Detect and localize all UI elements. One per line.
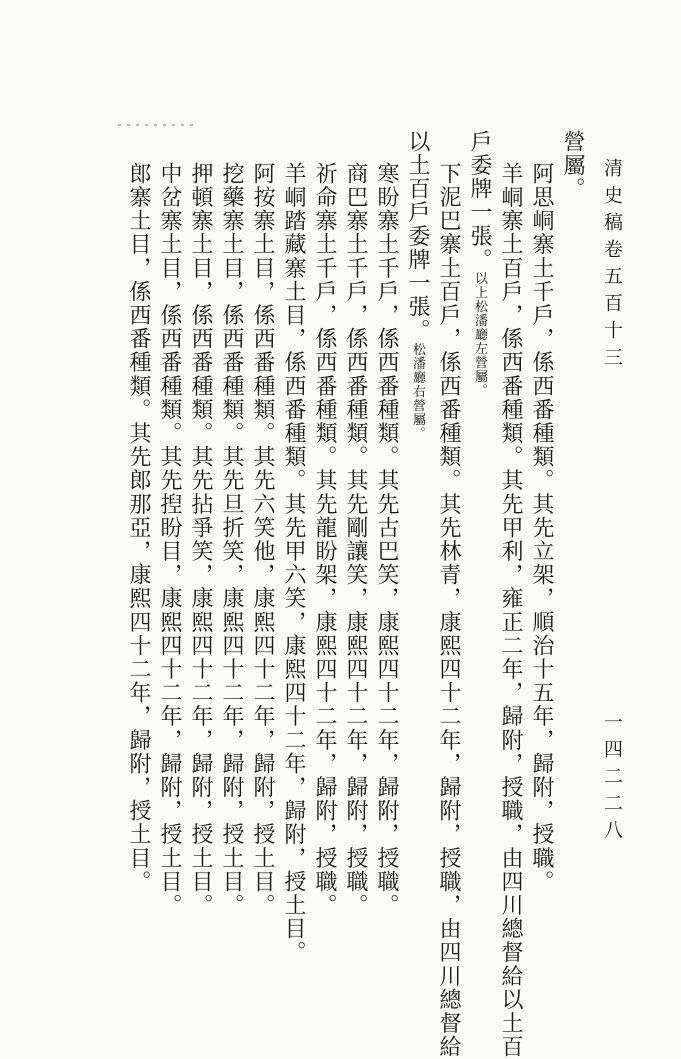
text-column-13: 押頓寨土目，係西番種類。其先拈爭笑，康熙四十二年，歸附，授土目。 xyxy=(188,162,213,918)
text-column-11: 阿按寨土目，係西番種類。其先六笑他，康熙四十二年，歸附，授土目。 xyxy=(250,162,275,918)
text-column-3: 羊峒寨土百戶，係西番種類。其先甲利，雍正二年，歸附，授職，由四川總督給以土百 xyxy=(498,162,523,1059)
running-header-title: 清史稿卷五百十三 xyxy=(601,158,623,374)
column-4-note: 以上松潘廳左營屬。 xyxy=(472,271,487,398)
column-6-main: 以土百戶委牌一張。 xyxy=(405,130,430,343)
text-column-15: 郎寨土目，係西番種類。其先郎那亞，康熙四十二年，歸附，授土目。 xyxy=(126,162,151,894)
text-column-10: 羊峒踏藏寨土目，係西番種類。其先甲六笑，康熙四十二年，歸附，授土目。 xyxy=(281,162,306,965)
column-4-main: 戶委牌一張。 xyxy=(467,130,492,272)
page-number: 一四二二八 xyxy=(601,712,623,847)
text-column-1: 營屬。 xyxy=(560,130,585,201)
text-column-2: 阿思峒寨土千戶，係西番種類。其先立架，順治十五年，歸附，授職。 xyxy=(529,162,554,894)
text-column-8: 商巴寨土千戶，係西番種類。其先剛讓笑，康熙四十二年，歸附，授職。 xyxy=(343,162,368,918)
text-column-6 xyxy=(406,130,428,440)
text-column-5: 下泥巴寨土百戶，係西番種類。其先林青，康熙四十二年，歸附，授職，由四川總督給 xyxy=(436,162,461,1059)
text-column-4 xyxy=(468,130,490,398)
column-6-note: 松潘廳右營屬。 xyxy=(410,342,425,441)
text-column-9: 祈命寨土千戶，係西番種類。其先龍盼架，康熙四十二年，歸附，授職。 xyxy=(312,162,337,918)
scan-noise-dots xyxy=(118,124,198,126)
text-column-12: 挖藥寨土目，係西番種類。其先旦折笑，康熙四十二年，歸附，授土目。 xyxy=(219,162,244,918)
text-column-7: 寒盼寨土千戶，係西番種類。其先古巴笑，康熙四十二年，歸附，授職。 xyxy=(374,162,399,918)
text-column-14: 中岔寨土目，係西番種類。其先揑盼目，康熙四十二年，歸附，授土目。 xyxy=(157,162,182,918)
